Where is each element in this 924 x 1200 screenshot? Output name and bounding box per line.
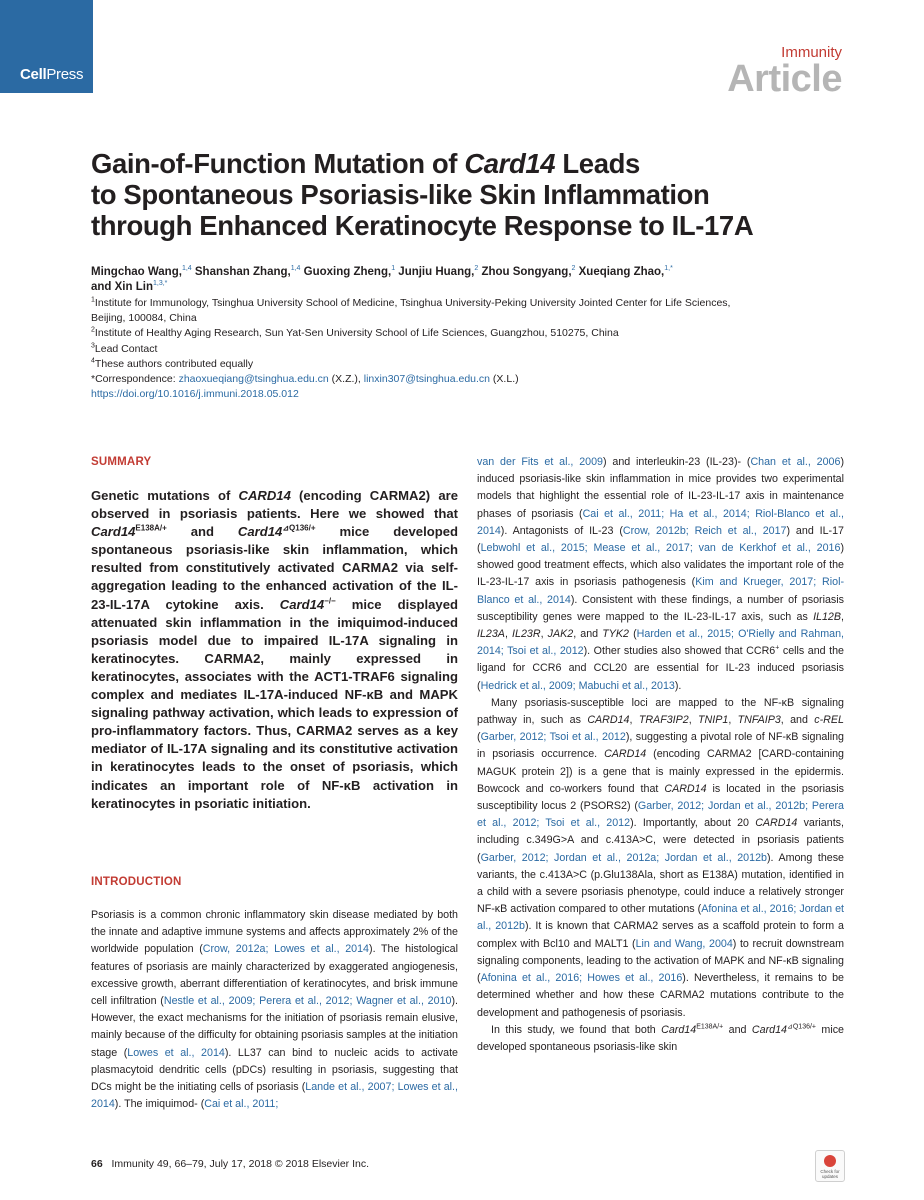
author[interactable]: Mingchao Wang,$^{1,4}$ (91, 265, 192, 278)
author[interactable]: Junjiu Huang,$^2$ (398, 265, 479, 278)
citation-link[interactable]: Afonina et al., 2016; Howes et al., 2016 (480, 972, 683, 985)
author[interactable]: Shanshan Zhang,$^{1,4}$ (194, 265, 301, 278)
correspondence-email-2[interactable]: linxin307@tsinghua.edu.cn (363, 373, 491, 386)
citation-link[interactable]: Crow, 2012b; Reich et al., 2017 (622, 524, 787, 537)
page-number: 66 (91, 1158, 103, 1170)
page-footer (91, 1158, 369, 1170)
affiliation-3: $^3$Lead Contact (91, 342, 158, 355)
introduction-paragraph-2: Many psoriasis-susceptible loci are mapped to the NF-κB signaling pathway in, such as CARD14, TRAF3IP2, TNIP1, TNFAIP3, and c-REL (Garber, 2012; Tsoi et al., 2012), suggesting a pivotal role of NF-κB signaling in psoriasis occurrence. CARD14 (encoding CARMA2 [CARD-containing MAGUK protein 2]) is a gene that is mainly expressed in the epidermis. Bowcock and co-workers found that CARD14 is located in the psoriasis susceptibility locus 2 (PSORS2) (Garber, 2012; Jordan et al., 2012b; Perera et al., 2012; Tsoi et al., 2012). Importantly, about 20 CARD14 variants, including c.349G>A and c.413A>C, were detected in psoriasis patients (Garber, 2012; Jordan et al., 2012a; Jordan et al., 2012b). Among these variants, the c.413A>C (p.Glu138Ala, short as E138A) mutation, identified in a child with a severe psoriasis phenotype, could induce a relatively stronger NF-κB activation compared to other mutations (Afonina et al., 2016; Jordan et al., 2012b). It is known that CARMA2 serves as a scaffold protein to form a complex with Bcl10 and MALT1 (Lin and Wang, 2004) to recruit downstream signaling components, leading to the activation of MAPK and NF-κB signaling (Afonina et al., 2016; Howes et al., 2016). Nevertheless, it remains to be determined whether and how these CARMA2 mutations contribute to the development and pathogenesis of psoriasis. (477, 696, 845, 1019)
introduction-paragraph-1-cont: van der Fits et al., 2009) and interleukin-23 (IL-23)- (Chan et al., 2006) induced psoriasis-like skin inflammation in mice provides two experimental models that highlight the essential role of IL-23-IL-17 axis in maintenance phases of psoriasis (Cai et al., 2011; Ha et al., 2014; Riol-Blanco et al., 2014). Antagonists of IL-23 (Crow, 2012b; Reich et al., 2017) and IL-17 (Lebwohl et al., 2015; Mease et al., 2017; van de Kerkhof et al., 2016) showed good treatment effects, which also validates the important role of the IL-23-IL-17 axis in psoriasis pathogenesis (Kim and Krueger, 2017; Riol-Blanco et al., 2014). Consistent with these findings, a number of psoriasis susceptibility genes were mapped to the IL-23-IL-17 axis, such as IL12B, IL23A, IL23R, JAK2, and TYK2 (Harden et al., 2015; O'Rielly and Rahman, 2014; Tsoi et al., 2012). Other studies also showed that CCR6+ cells and the ligand for CCR6 and CCL20 are essential for IL-23 induced psoriasis (Hedrick et al., 2009; Mabuchi et al., 2013). (477, 456, 845, 692)
article-title (91, 148, 851, 241)
author[interactable]: Zhou Songyang,$^2$ (481, 265, 576, 278)
citation-link[interactable]: Crow, 2012a; Lowes et al., 2014 (202, 943, 370, 956)
introduction-heading: INTRODUCTION (91, 876, 182, 888)
badge-label: Check for updates (820, 1169, 840, 1179)
introduction-paragraph-3: In this study, we found that both $Card14^{E138A/+}$ and $Card14^{⊿Q136/+}$ mice developed spontaneous psoriasis-like skin (477, 1023, 844, 1053)
summary-text: Genetic mutations of CARD14 (encoding CARMA2) are observed in psoriasis patients. Here we showed that $Card14^{E138A/+}$ and $Card14^{⊿Q136/+}$ mice developed spontaneous psoriasis-like skin inflammation, which resulted from constitutively activated CARMA2 via self-aggregation leading to the enhanced activation of the IL-23-IL-17A cytokine axis. Card14−/− mice displayed attenuated skin inflammation in the imiquimod-induced psoriasis model due to impaired IL-17A signaling in keratinocytes. CARMA2, mainly expressed in keratinocytes, associates with the ACT1-TRAF6 signaling complex and mediates IL-17A-induced NF-κB and MAPK signaling pathway activation, which leads to expression of pro-inflammatory factors. Thus, CARMA2 serves as a key mediator of IL-17A signaling and its constitutive activation in keratinocytes leads to the onset of psoriasis, which indicates an important role of NF-κB activation in keratinocytes in psoriatic initiation. (91, 488, 458, 811)
correspondence-email-1[interactable]: zhaoxueqiang@tsinghua.edu.cn (178, 373, 329, 386)
citation-link[interactable]: Lebwohl et al., 2015; Mease et al., 2017; van de Kerkhof et al., 2016 (480, 542, 841, 555)
title-line1-pre: Gain-of-Function Mutation of (91, 148, 465, 179)
citation-link[interactable]: van der Fits et al., 2009 (477, 456, 603, 468)
cellpress-logo: CellPress (20, 66, 84, 83)
author[interactable]: Guoxing Zheng,$^1$ (303, 265, 396, 278)
affiliations (91, 296, 851, 402)
article-type: Article (727, 58, 842, 100)
title-line2: to Spontaneous Psoriasis-like Skin Inflammation (91, 179, 710, 210)
citation-link[interactable]: Garber, 2012; Jordan et al., 2012b; Perera et al., 2012; Tsoi et al., 2012 (477, 800, 844, 830)
introduction-continued (477, 454, 844, 1056)
title-line3: through Enhanced Keratinocyte Response to IL-17A (91, 210, 754, 241)
citation-link[interactable]: Lin and Wang, 2004 (635, 937, 733, 950)
citation-link[interactable]: Garber, 2012; Tsoi et al., 2012 (480, 731, 626, 744)
introduction-paragraph-1: Psoriasis is a common chronic inflammatory skin disease mediated by both the innate and adaptive immune systems and affects approximately 2% of the worldwide population (Crow, 2012a; Lowes et al., 2014). The histological features of psoriasis are mainly characterized by exaggerated angiogenesis, excessive growth, aberrant differentiation of keratinocytes, and brisk immune cell infiltration (Nestle et al., 2009; Perera et al., 2012; Wagner et al., 2010). However, the exact mechanisms for the initiation of psoriasis remain elusive, mainly because of the difficulty for obtaining psoriasis samples at the initiation stage (Lowes et al., 2014). LL37 can bind to nucleic acids to activate plasmacytoid dendritic cells (pDCs) resulting in psoriasis, suggesting that DCs might be the initiating cells of psoriasis (Lande et al., 2007; Lowes et al., 2014). The imiquimod- (Cai et al., 2011; (91, 909, 458, 1111)
citation-link[interactable]: Hedrick et al., 2009; Mabuchi et al., 2013 (480, 679, 675, 692)
summary-heading: SUMMARY (91, 456, 152, 468)
citation-link[interactable]: Kim and Krueger, 2017; Riol-Blanco et al., 2014 (477, 576, 845, 606)
affiliation-1: $^1$Institute for Immunology, Tsinghua University School of Medicine, Tsinghua University-Peking University Jointed Center for Life Sciences, (91, 296, 731, 309)
citation-link[interactable]: Chan et al., 2006 (750, 456, 841, 468)
journal-citation: Immunity 49, 66–79, July 17, 2018 © 2018 Elsevier Inc. (111, 1158, 370, 1170)
citation-link[interactable]: Nestle et al., 2009; Perera et al., 2012; Wagner et al., 2010 (163, 995, 452, 1008)
citation-link[interactable]: Garber, 2012; Jordan et al., 2012a; Jordan et al., 2012b (480, 851, 767, 864)
doi-link[interactable]: https://doi.org/10.1016/j.immuni.2018.05.012 (91, 388, 299, 401)
citation-link[interactable]: Cai et al., 2011; Ha et al., 2014; Riol-Blanco et al., 2014 (477, 507, 845, 537)
citation-link[interactable]: Cai et al., 2011; (204, 1098, 279, 1111)
author-list (91, 265, 831, 295)
title-line1-post: Leads (555, 148, 640, 179)
author[interactable]: Xueqiang Zhao,$^{1,*}$ (578, 265, 673, 278)
affiliation-4: $^4$These authors contributed equally (91, 357, 254, 370)
affiliation-1-cont: Beijing, 100084, China (91, 312, 197, 325)
title-gene: Card14 (464, 148, 556, 179)
affiliation-2: $^2$Institute of Healthy Aging Research, Sun Yat-Sen University School of Life Sciences, Guangzhou, 510275, China (91, 326, 619, 340)
journal-name: Immunity (781, 44, 842, 61)
citation-link[interactable]: Lowes et al., 2014 (127, 1046, 225, 1059)
citation-link[interactable]: Afonina et al., 2016; Jordan et al., 2012b (477, 903, 844, 933)
author[interactable]: and Xin Lin$^{1,3,*}$ (91, 280, 168, 293)
correspondence: *Correspondence: zhaoxueqiang@tsinghua.edu.cn (X.Z.), linxin307@tsinghua.edu.cn (X.L.) (91, 373, 519, 386)
update-icon (824, 1155, 836, 1167)
citation-link[interactable]: Lande et al., 2007; Lowes et al., 2014 (91, 1081, 458, 1111)
check-for-updates-badge[interactable] (815, 1150, 845, 1182)
citation-link[interactable]: Harden et al., 2015; O'Rielly and Rahman, 2014; Tsoi et al., 2012 (477, 628, 844, 658)
